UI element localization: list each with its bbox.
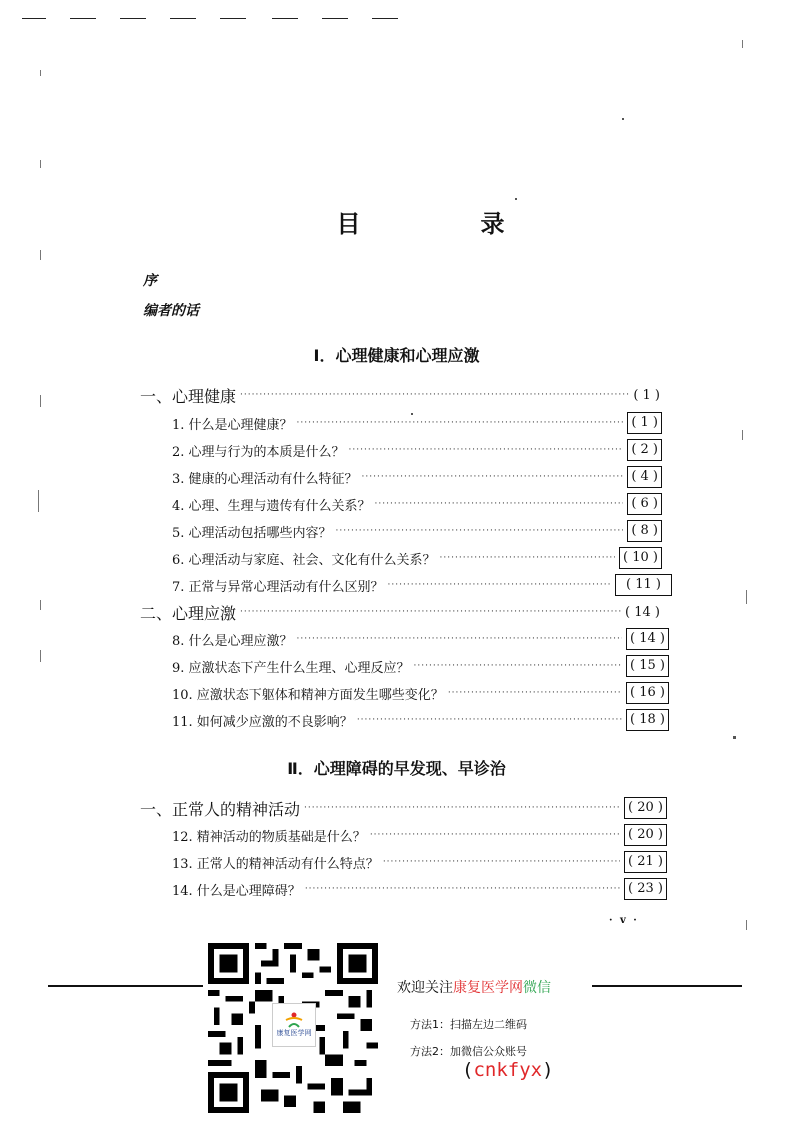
toc-item-label: 13. 正常人的精神活动有什么特点？ <box>172 856 379 872</box>
toc-item-label: 1. 什么是心理健康？ <box>172 417 293 433</box>
toc-page-number: ( 16 ) <box>626 682 669 704</box>
toc-item[interactable] <box>172 412 662 434</box>
toc-chapter-label: 一、正常人的精神活动 <box>140 799 301 819</box>
leader-dots <box>448 682 622 704</box>
toc-item-label: 2. 心理与行为的本质是什么？ <box>172 444 345 460</box>
part1-title: Ⅰ．心理健康和心理应激 <box>313 346 480 365</box>
toc-page-number: ( 14 ) <box>625 604 660 620</box>
toc-page-number: ( 23 ) <box>624 878 667 900</box>
toc-item-label: 8. 什么是心理应激？ <box>172 633 293 649</box>
footer-rule-left <box>48 985 203 987</box>
leader-dots <box>336 520 624 542</box>
brand-logo <box>272 1003 316 1047</box>
toc-page-number: ( 21 ) <box>624 851 667 873</box>
toc-chapter-label: 二、心理应激 <box>140 603 237 623</box>
leader-dots <box>304 797 620 819</box>
leader-dots <box>414 655 623 677</box>
toc-item[interactable] <box>172 466 662 488</box>
toc-page-number: ( 1 ) <box>633 387 660 403</box>
toc-chapter[interactable] <box>140 601 660 623</box>
account-open-paren: ( <box>462 1059 474 1081</box>
wechat-promo-title <box>397 977 551 997</box>
toc-chapter-label: 一、心理健康 <box>140 386 237 406</box>
leader-dots <box>383 851 620 873</box>
person-logo-icon <box>283 1012 305 1028</box>
toc-item-label: 10. 应激状态下躯体和精神方面发生哪些变化？ <box>172 687 444 703</box>
toc-item[interactable] <box>172 547 662 569</box>
toc-item-label: 12. 精神活动的物质基础是什么？ <box>172 829 366 845</box>
welcome-text: 欢迎关注 <box>397 980 453 996</box>
toc-item[interactable] <box>172 493 662 515</box>
account-id: cnkfyx <box>473 1059 543 1081</box>
wechat-account <box>462 1059 554 1081</box>
toc-page-number: ( 20 ) <box>624 824 667 846</box>
leader-dots <box>440 547 616 569</box>
leader-dots <box>357 709 622 731</box>
leader-dots <box>297 628 623 650</box>
method-1: 方法1：扫描左边二维码 <box>410 1018 527 1031</box>
toc-page-number: ( 6 ) <box>627 493 662 515</box>
toc-page-number: ( 15 ) <box>626 655 669 677</box>
toc-item[interactable] <box>172 628 669 650</box>
leader-dots <box>240 601 621 623</box>
toc-item-label: 9. 应激状态下产生什么生理、心理反应？ <box>172 660 410 676</box>
leader-dots <box>240 384 629 406</box>
leader-dots <box>305 878 620 900</box>
leader-dots <box>370 824 620 846</box>
leader-dots <box>362 466 624 488</box>
toc-item-label: 14. 什么是心理障碍？ <box>172 883 301 899</box>
front-matter-preface: 序 <box>143 273 157 289</box>
toc-item-label: 7. 正常与异常心理活动有什么区别？ <box>172 579 384 595</box>
toc-page-number: ( 20 ) <box>624 797 667 819</box>
brand-name: 康复医学网 <box>453 980 523 996</box>
toc-item-label: 11. 如何减少应激的不良影响？ <box>172 714 353 730</box>
front-matter-editors-note: 编者的话 <box>143 303 199 319</box>
leader-dots <box>388 574 612 596</box>
toc-item[interactable] <box>172 520 662 542</box>
toc-page-number: ( 11 ) <box>615 574 672 596</box>
toc-page-number: ( 14 ) <box>626 628 669 650</box>
method-2: 方法2：加微信公众账号 <box>410 1045 527 1058</box>
toc-item-label: 3. 健康的心理活动有什么特征？ <box>172 471 358 487</box>
account-close-paren: ) <box>542 1059 554 1081</box>
toc-chapter[interactable] <box>140 797 667 819</box>
page-title: 目 录 <box>336 210 553 238</box>
toc-item[interactable] <box>172 439 662 461</box>
toc-chapter[interactable] <box>140 384 660 406</box>
toc-page-number: ( 4 ) <box>627 466 662 488</box>
brand-logo-text: 康复医学网 <box>276 1029 312 1037</box>
toc-item[interactable] <box>172 655 669 677</box>
toc-item-label: 5. 心理活动包括哪些内容？ <box>172 525 332 541</box>
toc-item[interactable] <box>172 709 669 731</box>
wechat-text: 微信 <box>523 980 551 996</box>
leader-dots <box>349 439 624 461</box>
toc-page-number: ( 1 ) <box>627 412 662 434</box>
toc-item[interactable] <box>172 878 667 900</box>
page-number: · v · <box>609 915 639 926</box>
leader-dots <box>297 412 624 434</box>
toc-page-number: ( 8 ) <box>627 520 662 542</box>
toc-item[interactable] <box>172 682 669 704</box>
toc-item[interactable] <box>172 851 667 873</box>
toc-page-number: ( 18 ) <box>626 709 669 731</box>
part2-title: Ⅱ．心理障碍的早发现、早诊治 <box>287 759 506 778</box>
toc-item-label: 4. 心理、生理与遗传有什么关系？ <box>172 498 371 514</box>
leader-dots <box>375 493 624 515</box>
toc-page-number: ( 2 ) <box>627 439 662 461</box>
toc-item[interactable] <box>172 574 672 596</box>
toc-item[interactable] <box>172 824 667 846</box>
toc-item-label: 6. 心理活动与家庭、社会、文化有什么关系？ <box>172 552 436 568</box>
footer-rule-right <box>592 985 742 987</box>
toc-page-number: ( 10 ) <box>619 547 662 569</box>
